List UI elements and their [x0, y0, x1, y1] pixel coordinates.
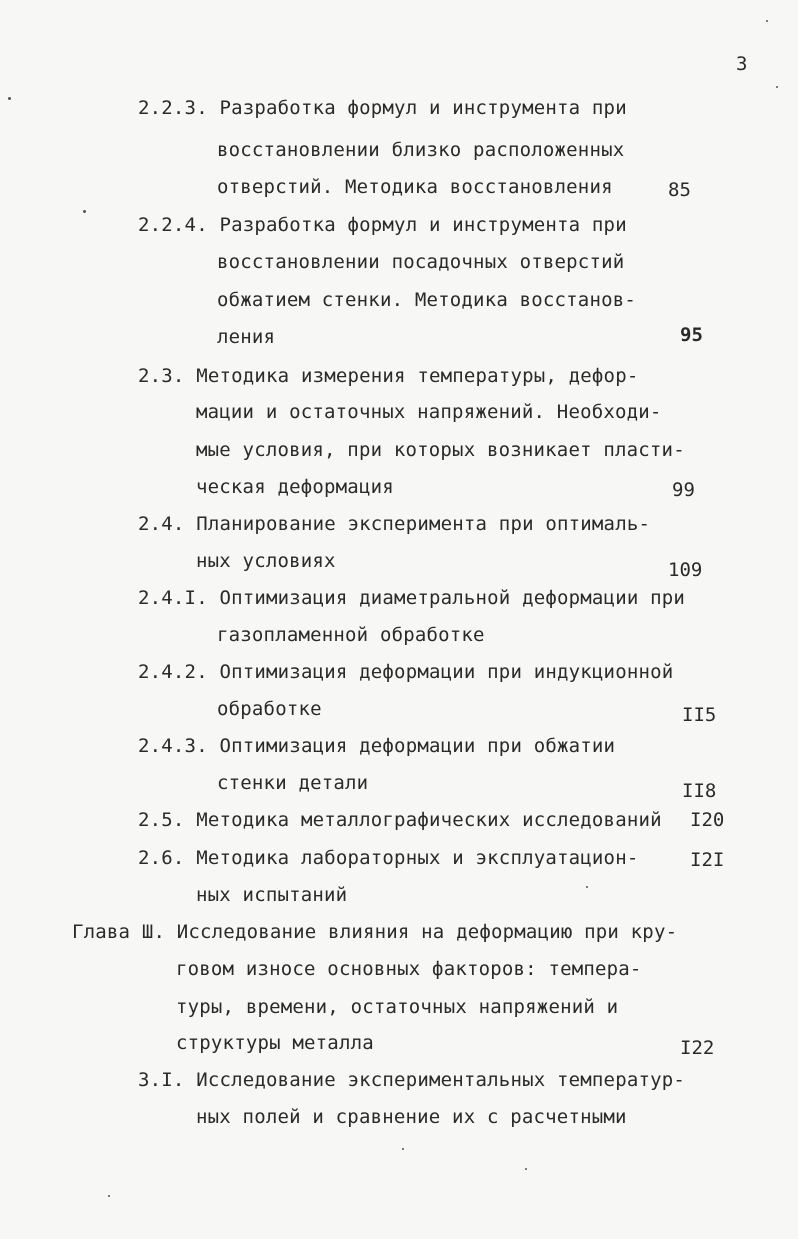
- toc-line: структуры металла: [176, 1032, 374, 1054]
- toc-line: ческая деформация: [196, 476, 394, 498]
- toc-line: 2.3. Методика измерения температуры, дефор-: [138, 365, 639, 387]
- toc-line: мации и остаточных напряжений. Необходи-: [196, 401, 662, 423]
- toc-line: газопламенной обработке: [217, 624, 485, 646]
- toc-page-number: 109: [668, 559, 703, 581]
- page-number: 3: [736, 53, 748, 75]
- toc-line: 2.4.I. Оптимизация диаметральной деформации при: [138, 587, 686, 609]
- toc-line: обжатием стенки. Методика восстанов-: [217, 289, 637, 311]
- toc-page-number: 95: [680, 324, 703, 346]
- toc-line: Глава Ш. Исследование влияния на деформацию при кру-: [72, 921, 678, 943]
- scan-speck: [525, 1168, 527, 1170]
- toc-line: 2.4. Планирование эксперимента при оптималь-: [138, 513, 651, 535]
- toc-line: 2.5. Методика металлографических исследований: [138, 809, 662, 831]
- toc-page-number: 85: [668, 179, 691, 201]
- toc-line: восстановлении близко расположенных: [217, 139, 625, 161]
- toc-page-number: II5: [682, 704, 717, 726]
- scan-speck: [83, 210, 86, 213]
- toc-line: стенки детали: [217, 772, 369, 794]
- toc-line: ных полей и сравнение их с расчетными: [196, 1106, 627, 1128]
- toc-page-number: 99: [672, 479, 695, 501]
- scan-speck: [586, 886, 588, 888]
- toc-line: говом износе основных факторов: темпера-: [176, 958, 642, 980]
- toc-line: ления: [217, 326, 276, 348]
- toc-line: ных испытаний: [196, 884, 348, 906]
- toc-page-number: I20: [690, 809, 725, 831]
- toc-line: 2.2.3. Разработка формул и инструмента при: [138, 97, 627, 119]
- toc-page-number: I22: [680, 1037, 715, 1059]
- toc-line: обработке: [217, 698, 322, 720]
- toc-line: отверстий. Методика восстановления: [217, 176, 613, 198]
- scan-speck: [108, 1195, 110, 1197]
- toc-line: восстановлении посадочных отверстий: [217, 251, 625, 273]
- scan-speck: [766, 20, 768, 22]
- scan-speck: [8, 97, 11, 100]
- toc-line: 3.I. Исследование экспериментальных температур-: [138, 1069, 686, 1091]
- toc-line: 2.6. Методика лабораторных и эксплуатацион-: [138, 847, 639, 869]
- toc-line: мые условия, при которых возникает пласти-: [196, 439, 685, 461]
- toc-page-number: I2I: [690, 849, 725, 871]
- scan-speck: [776, 86, 778, 88]
- toc-line: 2.2.4. Разработка формул и инструмента при: [138, 214, 627, 236]
- scan-speck: [402, 1148, 404, 1150]
- toc-line: 2.4.3. Оптимизация деформации при обжатии: [138, 735, 616, 757]
- toc-line: 2.4.2. Оптимизация деформации при индукционной: [138, 661, 674, 683]
- toc-line: туры, времени, остаточных напряжений и: [176, 996, 619, 1018]
- toc-line: ных условиях: [196, 550, 336, 572]
- toc-page-number: II8: [682, 780, 717, 802]
